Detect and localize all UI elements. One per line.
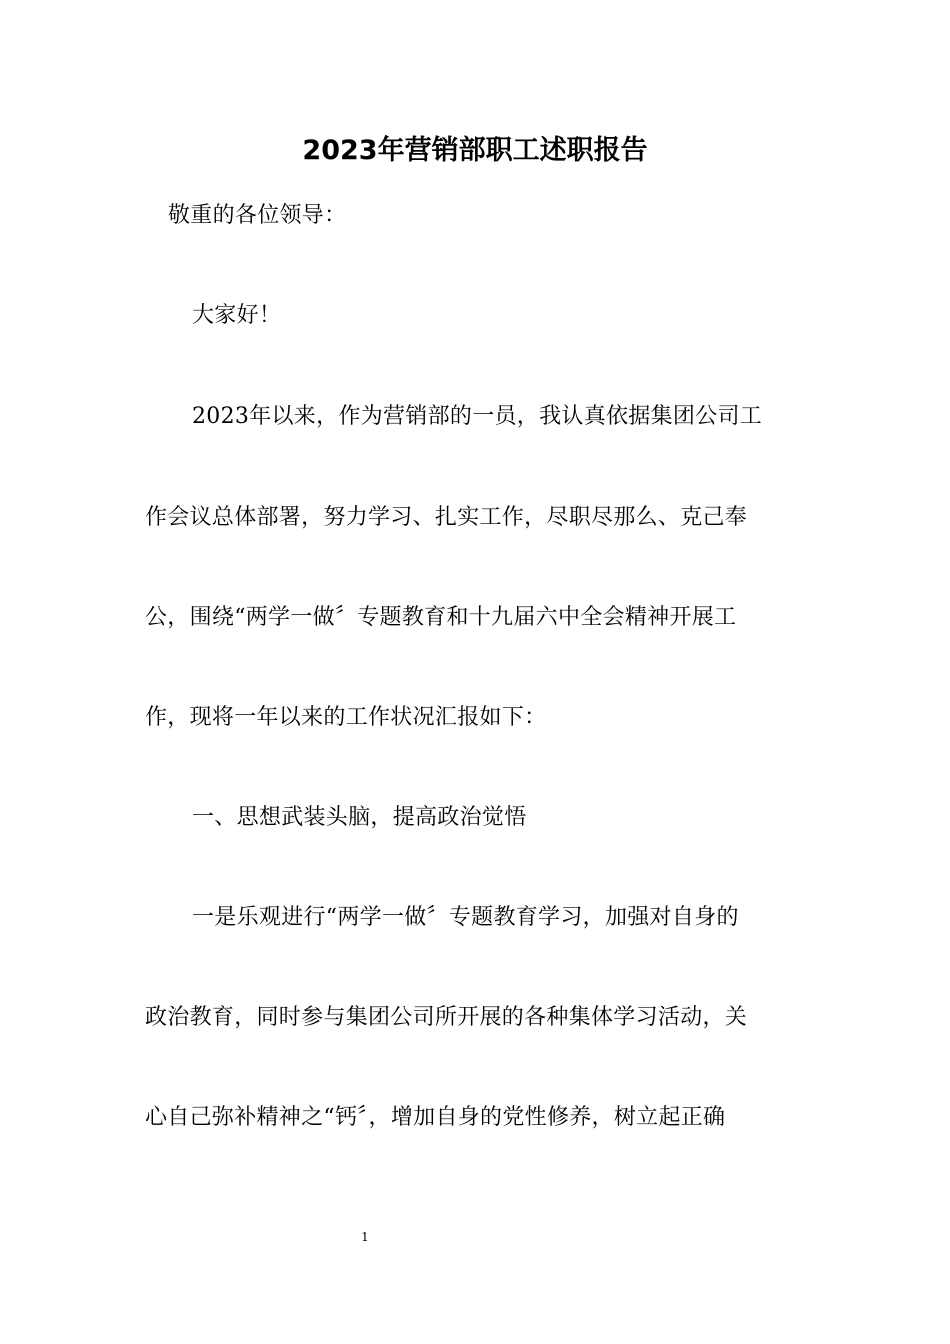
- paragraph-line: 政治教育，同时参与集团公司所开展的各种集体学习活动，关: [145, 1005, 748, 1030]
- paragraph-line: 作，现将一年以来的工作状况汇报如下：: [145, 705, 547, 730]
- salutation-line: 敬重的各位领导：: [168, 203, 347, 228]
- section-heading: 一、思想武装头脑，提高政治觉悟: [192, 805, 527, 830]
- paragraph-line: 一是乐观进行“两学一做〞专题教育学习，加强对自身的: [192, 905, 739, 930]
- paragraph-line: 公，围绕“两学一做〞专题教育和十九届六中全会精神开展工: [145, 605, 737, 630]
- paragraph-line: 2023年以来，作为营销部的一员，我认真依据集团公司工: [192, 404, 763, 429]
- page-number: 1: [361, 1230, 369, 1244]
- document-title: 2023年营销部职工述职报告: [302, 135, 648, 166]
- paragraph-line: 心自己弥补精神之“钙〞，增加自身的党性修养，树立起正确: [145, 1105, 726, 1130]
- paragraph-line: 作会议总体部署，努力学习、扎实工作，尽职尽那么、克己奉: [145, 505, 748, 530]
- greeting-line: 大家好！: [192, 303, 282, 328]
